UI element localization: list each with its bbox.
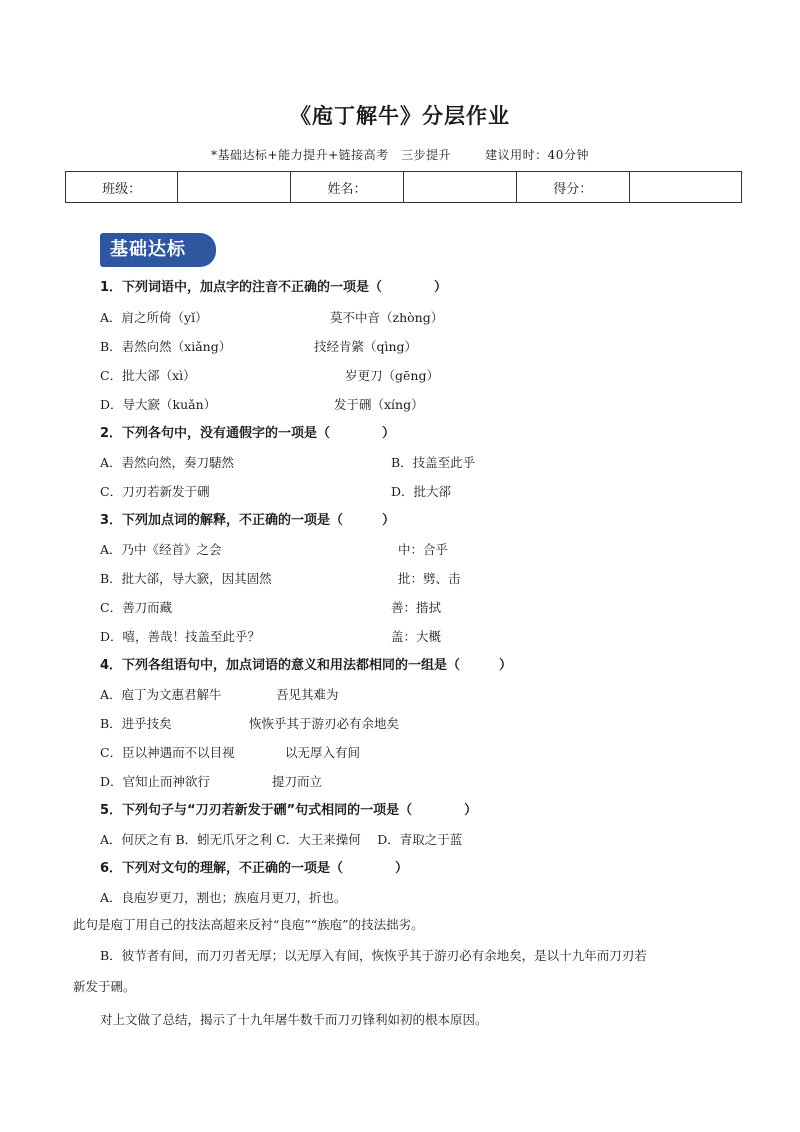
q1-option-a2: 莫不中音（zhòng）	[330, 310, 444, 325]
q4-option-c2: 以无厚入有间	[285, 745, 361, 760]
question-3-stem: 3．下列加点词的解释，不正确的一项是（ ）	[100, 513, 396, 528]
q1-option-a1: A．肩之所倚（yǐ）	[100, 310, 208, 325]
q3-option-b1: B．批大郤，导大窾，因其固然	[100, 571, 272, 586]
q1-option-b2: 技经肯綮（qìng）	[314, 339, 418, 354]
q3-option-d1: D．嘻，善哉！技盖至此乎？	[100, 629, 261, 644]
q4-option-b2: 恢恢乎其于游刃必有余地矣	[249, 716, 400, 731]
q4-option-d1: D．官知止而神欲行	[100, 774, 211, 789]
subtitle-time: 建议用时：40分钟	[485, 148, 589, 162]
q3-option-c2: 善：揩拭	[391, 600, 442, 615]
q4-option-a2: 吾见其难为	[276, 687, 339, 702]
q3-option-b2: 批：劈、击	[398, 571, 461, 586]
page-title: 《庖丁解牛》分层作业	[290, 104, 510, 128]
q1-option-c2: 岁更刀（gēng）	[345, 368, 439, 383]
question-4-stem: 4．下列各组语句中，加点词语的意义和用法都相同的一组是（ ）	[100, 658, 513, 673]
q2-option-d: D．批大郤	[391, 484, 452, 499]
q1-option-b1: B．砉然向然（xiǎng）	[100, 339, 232, 354]
name-label: 姓名：	[291, 172, 403, 203]
question-6-stem: 6．下列对文句的理解，不正确的一项是（ ）	[100, 861, 409, 876]
q4-option-d2: 提刀而立	[272, 774, 323, 789]
q3-option-a1: A．乃中《经首》之会	[100, 542, 222, 557]
section-banner: 基础达标	[100, 233, 216, 267]
question-5-stem: 5．下列句子与“刀刃若新发于硎”句式相同的一项是（ ）	[100, 803, 478, 818]
q2-option-c: C．刀刃若新发于硎	[100, 484, 210, 499]
score-label: 得分：	[516, 172, 629, 203]
q3-option-c1: C．善刀而藏	[100, 600, 173, 615]
question-2-stem: 2．下列各句中，没有通假字的一项是（ ）	[100, 426, 396, 441]
q6-option-b-line1: B．彼节者有间，而刀刃者无厚；以无厚入有间，恢恢乎其于游刃必有余地矣，是以十九年而刀刃若	[100, 948, 647, 963]
q3-option-d2: 盖：大概	[391, 629, 442, 644]
q4-option-c1: C．臣以神遇而不以目视	[100, 745, 235, 760]
question-1-stem: 1．下列词语中，加点字的注音不正确的一项是（ ）	[100, 280, 448, 295]
q1-option-c1: C．批大郤（xì）	[100, 368, 196, 383]
class-label: 班级：	[66, 172, 178, 203]
q1-option-d2: 发于硎（xíng）	[334, 397, 424, 412]
q5-options: A．何厌之有 B．蚓无爪牙之利 C．大王来操何 D．青取之于蓝	[100, 832, 463, 847]
q6-option-a-explanation: 此句是庖丁用自己的技法高超来反衬“良庖”“族庖”的技法拙劣。	[73, 917, 424, 932]
q6-option-a: A．良庖岁更刀，割也；族庖月更刀，折也。	[100, 890, 347, 905]
q6-option-b-line2: 新发于硎。	[73, 979, 136, 994]
name-field[interactable]	[403, 172, 516, 203]
q2-option-a: A．砉然向然，奏刀騞然	[100, 455, 235, 470]
q2-option-b: B．技盖至此乎	[391, 455, 476, 470]
q1-option-d1: D．导大窾（kuǎn）	[100, 397, 217, 412]
q4-option-b1: B．进乎技矣	[100, 716, 172, 731]
score-field[interactable]	[629, 172, 741, 203]
subtitle-steps: *基础达标+能力提升+链接高考 三步提升	[211, 148, 452, 162]
page-subtitle	[0, 146, 800, 163]
q6-option-b-explanation: 对上文做了总结，揭示了十九年屠牛数千而刀刃锋利如初的根本原因。	[100, 1012, 488, 1027]
class-field[interactable]	[178, 172, 291, 203]
info-table	[65, 171, 742, 203]
q3-option-a2: 中：合乎	[398, 542, 449, 557]
q4-option-a1: A．庖丁为文惠君解牛	[100, 687, 222, 702]
